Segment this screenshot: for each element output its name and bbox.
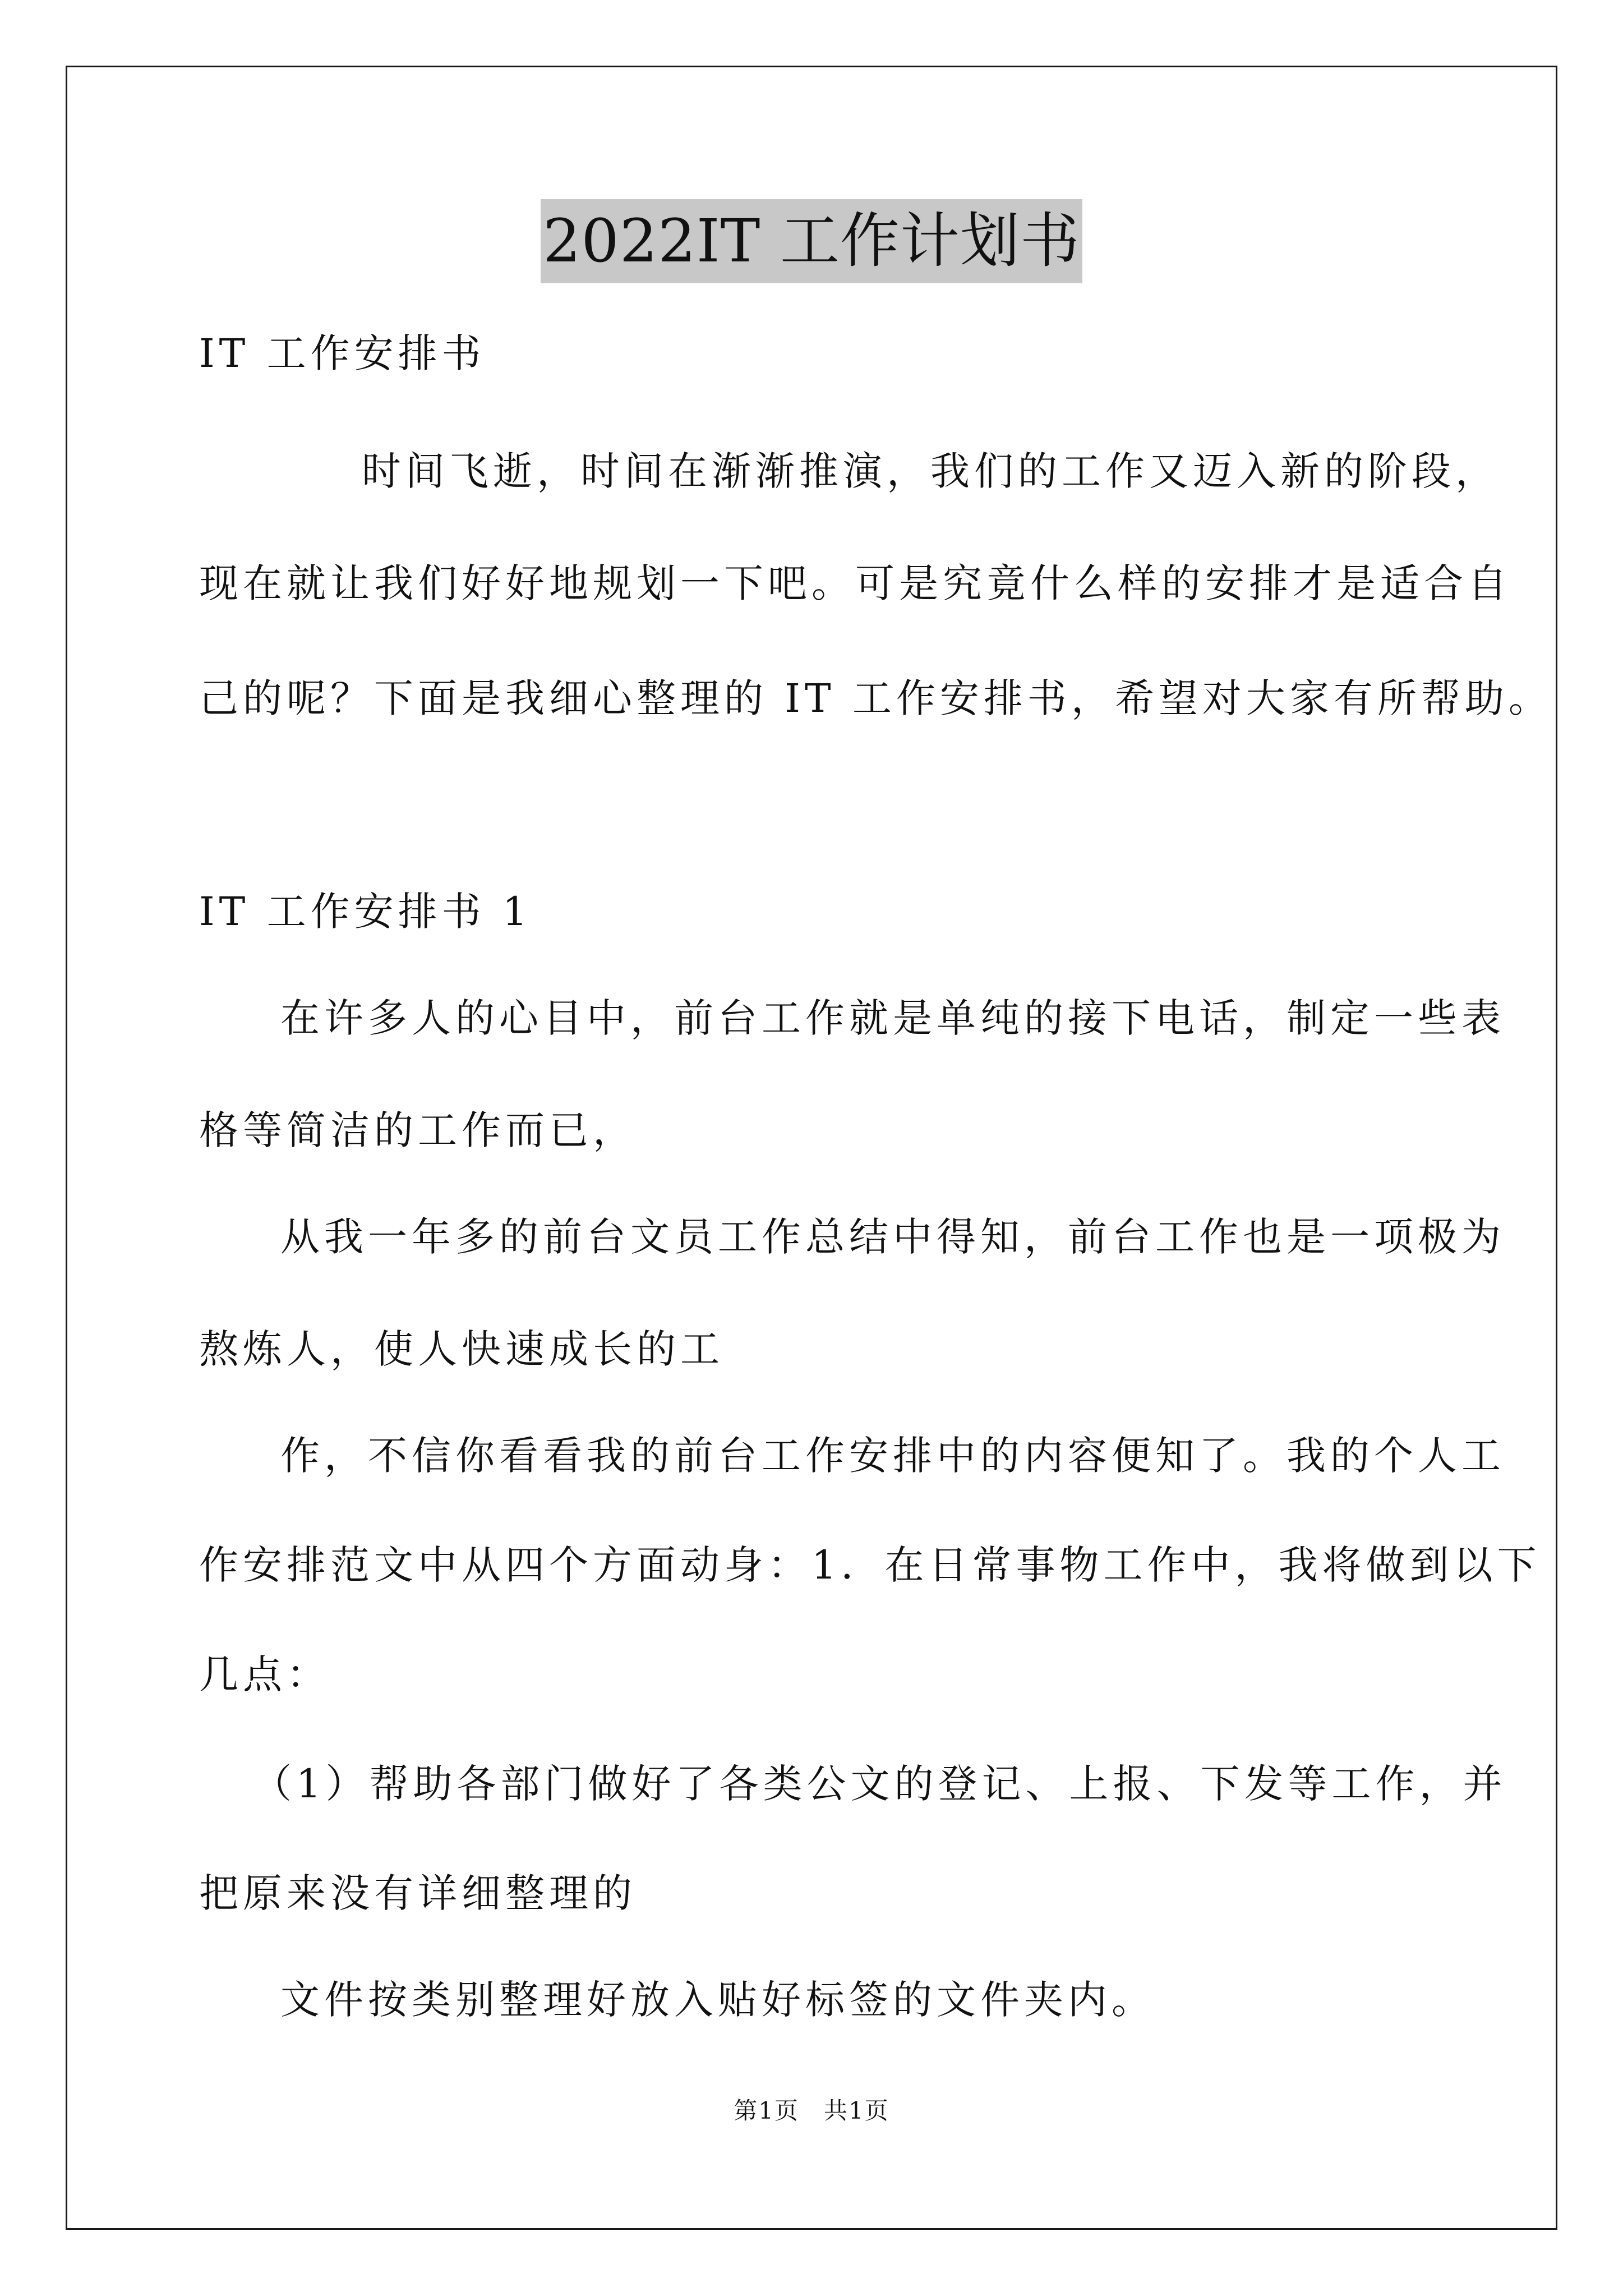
paragraph-line: 时间飞逝，时间在渐渐推演，我们的工作又迈入新的阶段，	[362, 448, 1499, 494]
paragraph-line: 现在就让我们好好地规划一下吧。可是究竟什么样的安排才是适合自	[199, 560, 1511, 606]
paragraph-line: 在许多人的心目中，前台工作就是单纯的接下电话，制定一些表	[280, 995, 1505, 1041]
paragraph-line: 格等简洁的工作而已，	[199, 1107, 637, 1153]
paragraph-line: 作安排范文中从四个方面动身：1．在日常事物工作中，我将做到以下	[199, 1542, 1541, 1588]
paragraph-line: 把原来没有详细整理的	[199, 1870, 637, 1916]
paragraph-line: 文件按类别整理好放入贴好标签的文件夹内。	[280, 1977, 1155, 2023]
paragraph-line: 己的呢？下面是我细心整理的 IT 工作安排书，希望对大家有所帮助。	[199, 675, 1552, 721]
paragraph-line: 作，不信你看看我的前台工作安排中的内容便知了。我的个人工	[280, 1433, 1505, 1479]
paragraph-line: 从我一年多的前台文员工作总结中得知，前台工作也是一项极为	[280, 1214, 1505, 1260]
document-title: 2022IT 工作计划书	[541, 199, 1082, 283]
section-heading: IT 工作安排书 1	[199, 889, 532, 935]
paragraph-line: 几点：	[199, 1651, 330, 1697]
section-heading: IT 工作安排书	[199, 330, 486, 376]
paragraph-line: 熬炼人，使人快速成长的工	[199, 1326, 724, 1372]
paragraph-line: （1）帮助各部门做好了各类公文的登记、上报、下发等工作，并	[252, 1761, 1507, 1807]
page-footer: 第1页 共1页	[734, 2097, 889, 2124]
title-container	[0, 199, 1623, 283]
